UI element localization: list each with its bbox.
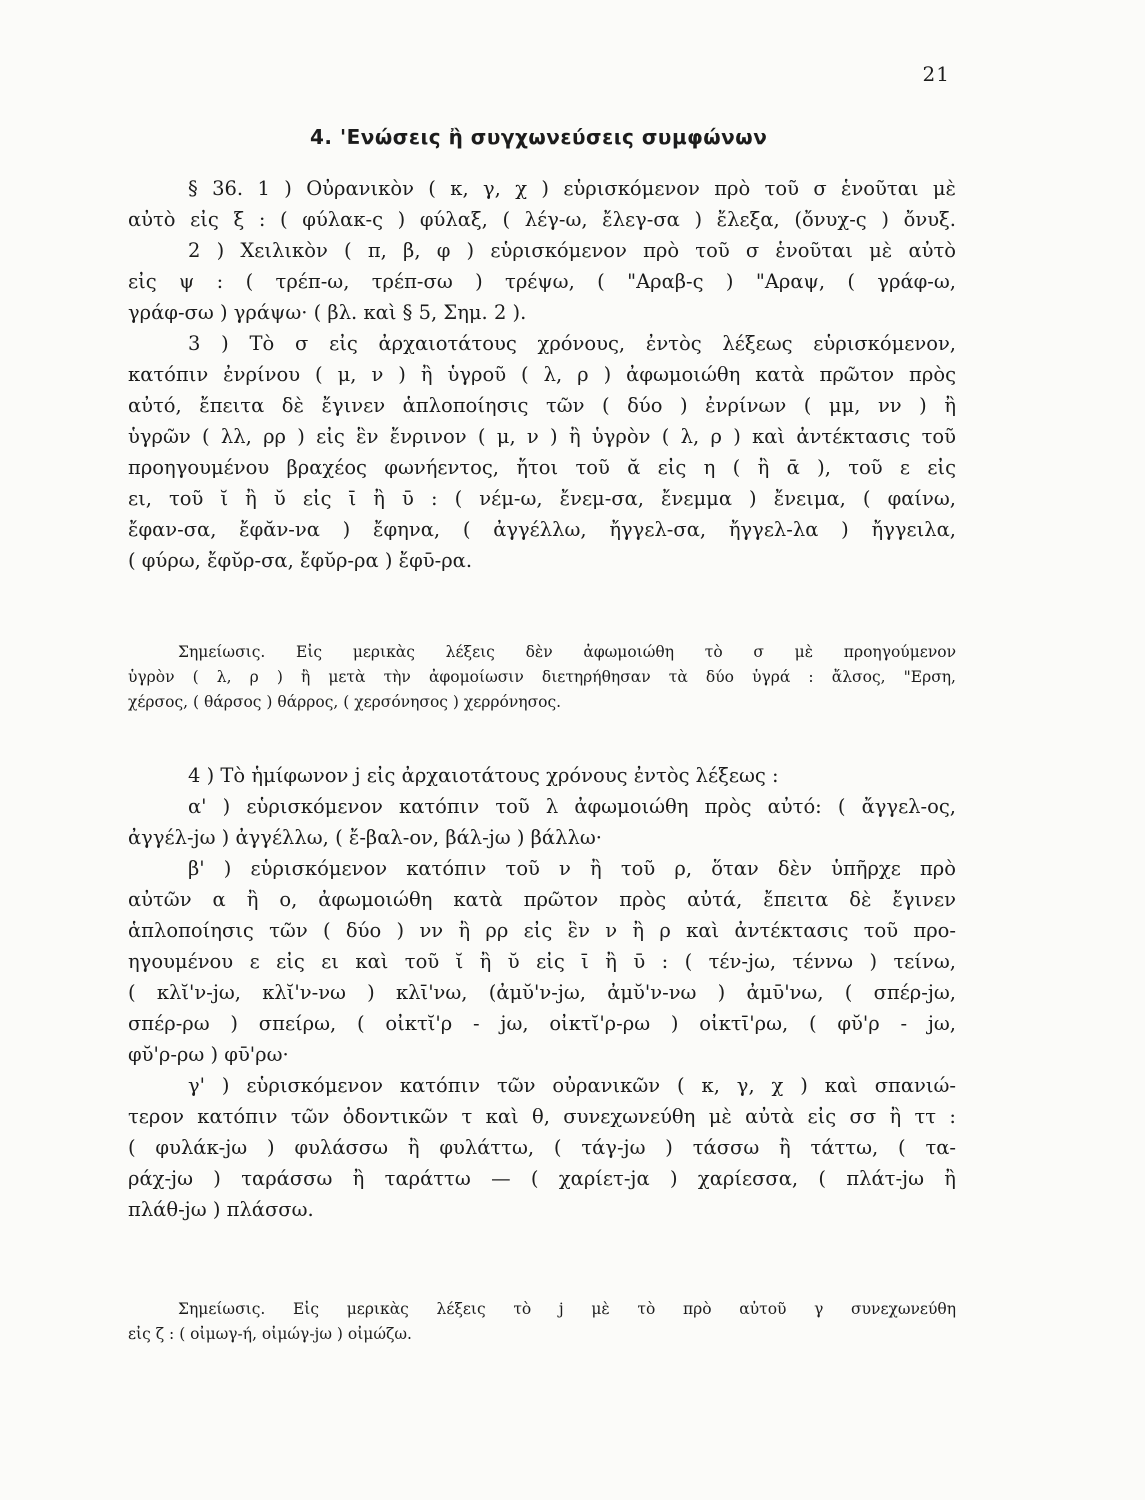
page-number: 21 — [922, 62, 950, 86]
text-line: αὐτό, ἔπειτα δὲ ἔγινεν ἁπλοποίησις τῶν ( δύο ) ἐνρίνων ( μμ, νν ) ἢ — [128, 394, 956, 417]
text-line: προηγουμένου βραχέος φωνήεντος, ἤτοι τοῦ ᾰ εἰς η ( ἢ ᾱ ), τοῦ ε εἰς — [128, 456, 956, 479]
note-line: Σημείωσις. Εἰς μερικὰς λέξεις τὸ j μὲ τὸ πρὸ αὐτοῦ γ συνεχωνεύθη — [178, 1300, 956, 1318]
note-1 — [128, 640, 956, 715]
text-line: κατόπιν ἐνρίνου ( μ, ν ) ἢ ὑγροῦ ( λ, ρ ) ἀφωμοιώθη κατὰ πρῶτον πρὸς — [128, 363, 956, 386]
text-line: σπέρ-ρω ) σπείρω, ( οἰκτῐ'ρ - jω, οἰκτῐ'ρ-ρω ) οἰκτῑ'ρω, ( φῠ'ρ - jω, — [128, 1012, 956, 1035]
text-line: τερον κατόπιν τῶν ὀδοντικῶν τ καὶ θ, συνεχωνεύθη μὲ αὐτὰ εἰς σσ ἢ ττ : — [128, 1105, 956, 1128]
note-line: Σημείωσις. Εἰς μερικὰς λέξεις δὲν ἀφωμοιώθη τὸ σ μὲ προηγούμενον — [178, 643, 956, 661]
paragraph-4 — [128, 760, 956, 1225]
text-line: ἀγγέλ-jω ) ἀγγέλλω, ( ἔ-βαλ-ον, βάλ-jω ) βάλλω· — [128, 826, 602, 849]
text-line: εἰς ψ : ( τρέπ-ω, τρέπ-σω ) τρέψω, ( "Αραβ-ς ) "Αραψ, ( γράφ-ω, — [128, 270, 956, 293]
text-line: ( φυλάκ-jω ) φυλάσσω ἢ φυλάττω, ( τάγ-jω ) τάσσω ἢ τάττω, ( τα- — [128, 1136, 956, 1159]
text-line: γ' ) εὑρισκόμενον κατόπιν τῶν οὐρανικῶν ( κ, γ, χ ) καὶ σπανιώ- — [188, 1074, 956, 1097]
text-line: ηγουμένου ε εἰς ει καὶ τοῦ ῐ ἢ ῠ εἰς ῑ ἢ ῡ : ( τέν-jω, τέννω ) τείνω, — [128, 950, 956, 973]
paragraph-section-36 — [128, 173, 956, 576]
text-line: ει, τοῦ ῐ ἢ ῠ εἰς ῑ ἢ ῡ : ( νέμ-ω, ἔνεμ-σα, ἔνεμμα ) ἔνειμα, ( φαίνω, — [128, 487, 956, 510]
text-line: α' ) εὑρισκόμενον κατόπιν τοῦ λ ἀφωμοιώθη πρὸς αὐτό: ( ἄγγελ-ος, — [188, 795, 956, 818]
section-heading: 4. 'Ενώσεις ἢ συγχωνεύσεις συμφώνων — [310, 125, 768, 149]
text-line: 3 ) Τὸ σ εἰς ἀρχαιοτάτους χρόνους, ἐντὸς λέξεως εὑρισκόμενον, — [188, 332, 956, 355]
text-line: γράφ-σω ) γράψω· ( βλ. καὶ § 5, Σημ. 2 ). — [128, 301, 527, 324]
text-line: § 36. 1 ) Οὐρανικὸν ( κ, γ, χ ) εὑρισκόμενον πρὸ τοῦ σ ἑνοῦται μὲ — [188, 177, 956, 200]
text-line: ἔφαν-σα, ἔφᾰν-να ) ἔφηνα, ( ἀγγέλλω, ἤγγελ-σα, ἤγγελ-λα ) ἤγγειλα, — [128, 518, 956, 541]
text-line: ὑγρῶν ( λλ, ρρ ) εἰς ἓν ἔνρινον ( μ, ν ) ἢ ὑγρὸν ( λ, ρ ) καὶ ἀντέκτασις τοῦ — [128, 425, 956, 448]
note-line: ὑγρὸν ( λ, ρ ) ἢ μετὰ τὴν ἀφομοίωσιν διετηρήθησαν τὰ δύο ὑγρά : ἄλσος, "Ερση, — [128, 668, 956, 686]
text-line: 2 ) Χειλικὸν ( π, β, φ ) εὑρισκόμενον πρὸ τοῦ σ ἑνοῦται μὲ αὐτὸ — [188, 239, 956, 262]
text-line: ράχ-jω ) ταράσσω ἢ ταράττω — ( χαρίετ-jα ) χαρίεσσα, ( πλάτ-jω ἢ — [128, 1167, 956, 1190]
text-line: φῠ'ρ-ρω ) φῡ'ρω· — [128, 1043, 289, 1066]
text-line: 4 ) Τὸ ἡμίφωνον j εἰς ἀρχαιοτάτους χρόνους ἐντὸς λέξεως : — [188, 764, 779, 787]
text-line: β' ) εὑρισκόμενον κατόπιν τοῦ ν ἢ τοῦ ρ, ὅταν δὲν ὑπῆρχε πρὸ — [188, 857, 956, 880]
text-line: ἁπλοποίησις τῶν ( δύο ) νν ἢ ρρ εἰς ἓν ν ἢ ρ καὶ ἀντέκτασις τοῦ προ- — [128, 919, 956, 942]
note-line: χέρσος, ( θάρσος ) θάρρος, ( χερσόνησος ) χερρόνησος. — [128, 693, 562, 711]
note-line: εἰς ζ : ( οἰμωγ-ή, οἰμώγ-jω ) οἰμώζω. — [128, 1325, 412, 1343]
text-line: ( κλῐ'ν-jω, κλῐ'ν-νω ) κλῑ'νω, (ἀμῠ'ν-jω, ἀμῠ'ν-νω ) ἀμῡ'νω, ( σπέρ-jω, — [128, 981, 956, 1004]
text-line: αὐτῶν α ἢ ο, ἀφωμοιώθη κατὰ πρῶτον πρὸς αὐτά, ἔπειτα δὲ ἔγινεν — [128, 888, 956, 911]
text-line: πλάθ-jω ) πλάσσω. — [128, 1198, 314, 1221]
text-line: αὐτὸ εἰς ξ : ( φύλακ-ς ) φύλαξ, ( λέγ-ω, ἔλεγ-σα ) ἔλεξα, (ὄνυχ-ς ) ὄνυξ. — [128, 208, 956, 231]
note-2 — [128, 1297, 956, 1347]
text-line: ( φύρω, ἔφῠρ-σα, ἔφῠρ-ρα ) ἔφῡ-ρα. — [128, 549, 473, 572]
